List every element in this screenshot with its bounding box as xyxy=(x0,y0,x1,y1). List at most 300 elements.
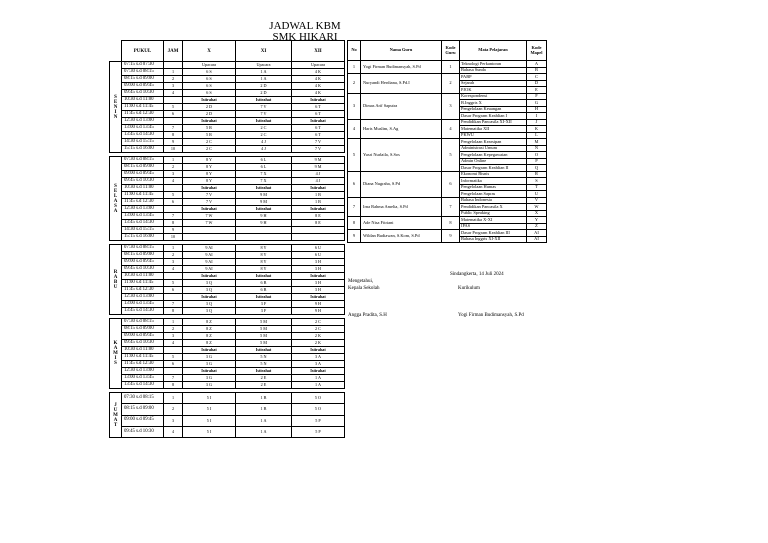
period-cell: 6 xyxy=(164,361,183,368)
period-cell: 2 xyxy=(164,252,183,259)
class-xi-cell: 1 A xyxy=(236,415,292,426)
class-x-cell: 8 Z xyxy=(183,319,236,326)
teacher-no: 3 xyxy=(348,93,361,119)
class-x-cell: 5 I xyxy=(183,393,236,404)
class-x-cell: Istirahat xyxy=(183,273,236,280)
class-xii-cell: 6 T xyxy=(292,132,345,139)
schedule-row xyxy=(110,393,345,404)
class-xii-cell: Istirahat xyxy=(292,294,345,301)
subject-name: Public Speaking xyxy=(460,210,527,217)
class-xii-cell: 1 B xyxy=(292,199,345,206)
teacher-name: Haris Muslim, S.Ag xyxy=(361,119,442,139)
period-cell: 3 xyxy=(164,171,183,178)
teacher-name: Wildan Budiawan, S.Kom, S.Pd xyxy=(361,230,442,243)
class-x-cell: 7 V xyxy=(183,199,236,206)
time-cell: 13:45 s.d 14:30 xyxy=(122,308,164,315)
schedule-row xyxy=(110,333,345,340)
subject-code: J xyxy=(527,119,547,126)
subject-name: Bahasa Indonesia xyxy=(460,197,527,204)
class-xi-cell: 2 E xyxy=(236,375,292,382)
period-cell: 7 xyxy=(164,301,183,308)
class-xi-cell: 9 M xyxy=(236,199,292,206)
schedule-row xyxy=(110,192,345,199)
class-xii-cell: 5 O xyxy=(292,393,345,404)
teacher-code: 1 xyxy=(442,61,460,74)
period-cell xyxy=(164,206,183,213)
teacher-name: Nuryandi Herdiana, S.Pd.I xyxy=(361,74,442,94)
class-xii-cell: Upacara xyxy=(292,62,345,69)
subject-code: AI xyxy=(527,236,547,243)
schedule-row xyxy=(110,199,345,206)
schedule-row xyxy=(110,375,345,382)
subject-code: L xyxy=(527,132,547,139)
header-class-x: X xyxy=(183,41,236,62)
class-x-cell: 6 S xyxy=(183,69,236,76)
time-cell: 09:00 s.d 09:45 xyxy=(122,259,164,266)
schedule-body xyxy=(110,62,345,438)
class-xii-cell: 6 T xyxy=(292,125,345,132)
class-x-cell: Istirahat xyxy=(183,206,236,213)
schedule-row xyxy=(110,69,345,76)
class-xii-cell: 7 V xyxy=(292,146,345,153)
signature-left-title: Kepala Sekolah xyxy=(348,286,380,291)
time-cell: 11:45 s.d 12:30 xyxy=(122,111,164,118)
day-name: J U M A T xyxy=(110,393,122,438)
schedule-row xyxy=(110,326,345,333)
subject-code: B xyxy=(527,67,547,74)
time-cell: 07:30 s.d 08:15 xyxy=(122,157,164,164)
class-xii-cell: 3 H xyxy=(292,280,345,287)
schedule-row xyxy=(110,220,345,227)
class-x-cell: 8 Z xyxy=(183,340,236,347)
class-xii-cell: 5 O xyxy=(292,404,345,415)
class-x-cell: 6 S xyxy=(183,76,236,83)
time-cell: 14:30 s.d 15:15 xyxy=(122,227,164,234)
class-x-cell: 8 Y xyxy=(183,157,236,164)
teacher-code: 2 xyxy=(442,74,460,94)
schedule-row xyxy=(110,294,345,301)
class-x-cell: 2 D xyxy=(183,104,236,111)
class-xi-cell: 9 H xyxy=(236,220,292,227)
subject-name: Informatika xyxy=(460,178,527,185)
schedule-row xyxy=(110,178,345,185)
signature-right-name: Yogi Firman Budimansyah, S.Pd xyxy=(458,313,524,318)
schedule-row xyxy=(110,171,345,178)
period-cell: 8 xyxy=(164,382,183,389)
subject-code: A xyxy=(527,61,547,68)
teacher-name: Yogi Firman Budimansyah, S.Pd xyxy=(361,61,442,74)
subject-name: PABP xyxy=(460,74,527,81)
class-xi-cell: 5 M xyxy=(236,319,292,326)
class-xi-cell: 1 B xyxy=(236,404,292,415)
class-x-cell: 3 G xyxy=(183,354,236,361)
time-cell: 09:45 s.d 10:30 xyxy=(122,178,164,185)
teacher-code: 8 xyxy=(442,217,460,230)
class-xi-cell xyxy=(236,227,292,234)
class-xii-cell: 1 B xyxy=(292,192,345,199)
subject-code: M xyxy=(527,139,547,146)
schedule-row xyxy=(110,354,345,361)
time-cell: 13:00 s.d 13:45 xyxy=(122,125,164,132)
class-x-cell: 2 D xyxy=(183,111,236,118)
signature-acknowledged: Mengetahui, xyxy=(348,279,374,284)
schedule-row xyxy=(110,252,345,259)
time-cell: 15:15 s.d 16:00 xyxy=(122,146,164,153)
schedule-row xyxy=(110,213,345,220)
class-xi-cell: 6 B xyxy=(236,287,292,294)
class-xii-cell: 9 H xyxy=(292,301,345,308)
school-name: SMK HIKARI xyxy=(272,31,338,43)
schedule-row xyxy=(110,368,345,375)
class-xii-cell: 5 P xyxy=(292,426,345,437)
class-xi-cell: 5 M xyxy=(236,340,292,347)
class-x-cell: 7 V xyxy=(183,192,236,199)
period-cell: 3 xyxy=(164,333,183,340)
subject-name: Pengelolaan Humas xyxy=(460,184,527,191)
schedule-row xyxy=(110,340,345,347)
subject-code: Q xyxy=(527,165,547,172)
time-cell: 10:30 s.d 11:00 xyxy=(122,185,164,192)
schedule-row xyxy=(110,90,345,97)
class-x-cell: 3 G xyxy=(183,382,236,389)
period-cell: 1 xyxy=(164,245,183,252)
class-x-cell: 7 W xyxy=(183,213,236,220)
schedule-row xyxy=(110,234,345,241)
subject-name: Ekonomi Bisnis xyxy=(460,171,527,178)
day-name: R A B U xyxy=(110,245,122,315)
class-xii-cell: 2 C xyxy=(292,319,345,326)
class-xi-cell: 2 C xyxy=(236,132,292,139)
subject-name: Matematika XII xyxy=(460,126,527,133)
subject-name: Korespondensi xyxy=(460,93,527,100)
time-cell: 08:15 s.d 09:00 xyxy=(122,252,164,259)
class-xii-cell: 6 U xyxy=(292,252,345,259)
period-cell: 1 xyxy=(164,69,183,76)
class-x-cell: Istirahat xyxy=(183,294,236,301)
time-cell: 11:00 s.d 11:45 xyxy=(122,104,164,111)
class-x-cell: Istirahat xyxy=(183,118,236,125)
period-cell: 9 xyxy=(164,227,183,234)
class-xii-cell: 4 K xyxy=(292,90,345,97)
class-xi-cell: 1 A xyxy=(236,426,292,437)
period-cell: 6 xyxy=(164,199,183,206)
subject-code: F xyxy=(527,93,547,100)
class-xi-cell: 9 M xyxy=(236,192,292,199)
schedule-row xyxy=(110,206,345,213)
class-xi-cell: 5 M xyxy=(236,333,292,340)
schedule-row xyxy=(110,382,345,389)
class-xi-cell: 5 N xyxy=(236,361,292,368)
subject-name: B.Inggris X xyxy=(460,100,527,107)
class-xi-cell: 2 D xyxy=(236,83,292,90)
teacher-code: 4 xyxy=(442,119,460,139)
subject-code: Z xyxy=(527,223,547,230)
teacher-name: Diana Nugraha, S.Pd xyxy=(361,171,442,197)
period-cell: 6 xyxy=(164,287,183,294)
time-cell: 09:00 s.d 09:45 xyxy=(122,415,164,426)
class-xi-cell xyxy=(236,234,292,241)
subject-name: Administrasi Umum xyxy=(460,145,527,152)
time-cell: 08:15 s.d 09:00 xyxy=(122,404,164,415)
class-xi-cell: 8 Y xyxy=(236,245,292,252)
class-xii-cell: 1 A xyxy=(292,375,345,382)
class-x-cell: 7 W xyxy=(183,220,236,227)
class-xi-cell: 4 J xyxy=(236,146,292,153)
class-xi-cell: Istirahat xyxy=(236,347,292,354)
class-xii-cell: 2 K xyxy=(292,340,345,347)
subject-name: Pengelolaan Kearsipan xyxy=(460,139,527,146)
teacher-no: 1 xyxy=(348,61,361,74)
class-xi-cell: 8 Y xyxy=(236,252,292,259)
class-x-cell: 8 Y xyxy=(183,171,236,178)
schedule-row xyxy=(110,301,345,308)
time-cell: 09:00 s.d 09:45 xyxy=(122,333,164,340)
class-xi-cell: Istirahat xyxy=(236,368,292,375)
teacher-header-row xyxy=(348,41,547,61)
schedule-row xyxy=(110,347,345,354)
class-xii-cell: 3 H xyxy=(292,266,345,273)
period-cell: 1 xyxy=(164,157,183,164)
schedule-row xyxy=(110,111,345,118)
class-x-cell: 8 Y xyxy=(183,164,236,171)
subject-name: Bahasa Inggris XI-XII xyxy=(460,236,527,243)
schedule-row xyxy=(110,146,345,153)
class-x-cell: 3 Q xyxy=(183,308,236,315)
class-xii-cell: 4 K xyxy=(292,83,345,90)
class-xii-cell: Istirahat xyxy=(292,185,345,192)
class-xii-cell: 4 J xyxy=(292,171,345,178)
subject-code: E xyxy=(527,87,547,94)
teacher-code: 6 xyxy=(442,171,460,197)
class-x-cell: Upacara xyxy=(183,62,236,69)
class-xii-cell: 3 H xyxy=(292,259,345,266)
period-cell: 9 xyxy=(164,139,183,146)
class-xii-cell: Istirahat xyxy=(292,97,345,104)
time-cell: 09:45 s.d 10:30 xyxy=(122,266,164,273)
time-cell: 13:45 s.d 14:30 xyxy=(122,220,164,227)
class-x-cell: 9 AI xyxy=(183,266,236,273)
class-xii-cell: 7 V xyxy=(292,139,345,146)
class-x-cell xyxy=(183,227,236,234)
class-xi-cell: 2 C xyxy=(236,125,292,132)
subject-name: Pendidikan Pancasila XI-XII xyxy=(460,119,527,126)
teacher-no: 9 xyxy=(348,230,361,243)
schedule-row xyxy=(110,426,345,437)
schedule-row xyxy=(110,266,345,273)
period-cell: 2 xyxy=(164,404,183,415)
schedule-row xyxy=(110,164,345,171)
time-cell: 14:30 s.d 15:15 xyxy=(122,139,164,146)
period-cell xyxy=(164,368,183,375)
class-xi-cell: 5 M xyxy=(236,326,292,333)
class-xi-cell: 9 H xyxy=(236,213,292,220)
time-cell: 11:45 s.d 12:30 xyxy=(122,199,164,206)
class-xii-cell: Istirahat xyxy=(292,206,345,213)
schedule-row xyxy=(110,227,345,234)
time-cell: 09:45 s.d 10:30 xyxy=(122,90,164,97)
period-cell: 7 xyxy=(164,375,183,382)
class-xii-cell: 9 H xyxy=(292,308,345,315)
class-x-cell: 3 G xyxy=(183,375,236,382)
teacher-code: 5 xyxy=(442,139,460,172)
class-x-cell: 5 I xyxy=(183,415,236,426)
class-xii-cell: 4 J xyxy=(292,178,345,185)
class-xi-cell: Upacara xyxy=(236,62,292,69)
class-x-cell: 5 R xyxy=(183,132,236,139)
time-cell: 13:00 s.d 13:45 xyxy=(122,375,164,382)
period-cell xyxy=(164,185,183,192)
class-xi-cell: 7 V xyxy=(236,111,292,118)
class-xi-cell: 1 A xyxy=(236,69,292,76)
period-cell xyxy=(164,62,183,69)
time-cell: 08:15 s.d 09:00 xyxy=(122,326,164,333)
period-cell: 5 xyxy=(164,354,183,361)
signature-left-name: Angga Pradita, S.H xyxy=(348,313,387,318)
subject-name: Pendidikan Pancasila X xyxy=(460,204,527,211)
day-name: K A M I S xyxy=(110,319,122,389)
class-x-cell: 5 I xyxy=(183,404,236,415)
period-cell: 8 xyxy=(164,220,183,227)
period-cell: 2 xyxy=(164,76,183,83)
class-x-cell: 9 AI xyxy=(183,259,236,266)
time-cell: 08:15 s.d 09:00 xyxy=(122,76,164,83)
teacher-name: Yusri Nurlaila, S.Sos xyxy=(361,139,442,172)
teacher-no: 4 xyxy=(348,119,361,139)
subject-name: Pengelolaan Sapras xyxy=(460,191,527,198)
teacher-body xyxy=(348,61,547,243)
subject-code: H xyxy=(527,106,547,113)
period-cell: 6 xyxy=(164,111,183,118)
schedule-row xyxy=(110,287,345,294)
time-cell: 07:30 s.d 08:15 xyxy=(122,69,164,76)
subject-code: G xyxy=(527,100,547,107)
time-cell: 07:30 s.d 08:15 xyxy=(122,319,164,326)
subject-name: Pengelolaan Kepegawaian xyxy=(460,152,527,159)
schedule-row xyxy=(110,125,345,132)
subject-name: Dasar Program Keahlian II xyxy=(460,165,527,172)
time-cell: 11:45 s.d 12:30 xyxy=(122,361,164,368)
period-cell: 5 xyxy=(164,104,183,111)
class-xii-cell: 4 K xyxy=(292,69,345,76)
class-xi-cell: 7 X xyxy=(236,171,292,178)
schedule-row xyxy=(110,185,345,192)
period-cell: 1 xyxy=(164,319,183,326)
class-xi-cell: 8 Y xyxy=(236,259,292,266)
time-cell: 09:45 s.d 10:30 xyxy=(122,340,164,347)
teacher-name: Dimas Arif Saputra xyxy=(361,93,442,119)
class-xi-cell: 7 X xyxy=(236,178,292,185)
day-header-cell xyxy=(110,41,122,62)
time-cell: 10:30 s.d 11:00 xyxy=(122,273,164,280)
period-cell: 4 xyxy=(164,266,183,273)
subject-name: Teknologi Perkantoran xyxy=(460,61,527,68)
time-cell: 09:45 s.d 10:30 xyxy=(122,426,164,437)
class-xi-cell: 6 L xyxy=(236,164,292,171)
teacher-code: 3 xyxy=(442,93,460,119)
time-cell: 11:00 s.d 11:45 xyxy=(122,192,164,199)
class-x-cell: 8 Z xyxy=(183,326,236,333)
subject-code: N xyxy=(527,145,547,152)
period-cell: 4 xyxy=(164,90,183,97)
subject-name: Dasar Program Keahlian III xyxy=(460,230,527,237)
class-xi-cell: 5 N xyxy=(236,354,292,361)
header-no: No xyxy=(348,41,361,61)
time-cell: 12:30 s.d 13:00 xyxy=(122,118,164,125)
class-x-cell: 8 Y xyxy=(183,178,236,185)
subject-name: IPAS xyxy=(460,223,527,230)
class-xi-cell: Istirahat xyxy=(236,118,292,125)
class-xi-cell: Istirahat xyxy=(236,185,292,192)
period-cell xyxy=(164,347,183,354)
class-xi-cell: 6 L xyxy=(236,157,292,164)
time-cell: 07:15 s.d 07:30 xyxy=(122,62,164,69)
subject-code: X xyxy=(527,210,547,217)
day-name: S E N I N xyxy=(110,62,122,153)
time-cell: 11:45 s.d 12:30 xyxy=(122,287,164,294)
period-cell: 10 xyxy=(164,234,183,241)
period-cell: 3 xyxy=(164,83,183,90)
class-xi-cell: 7 V xyxy=(236,104,292,111)
class-xi-cell: 3 F xyxy=(236,308,292,315)
subject-name: PJOK xyxy=(460,87,527,94)
subject-code: S xyxy=(527,178,547,185)
teacher-no: 2 xyxy=(348,74,361,94)
class-xii-cell: 4 K xyxy=(292,76,345,83)
class-x-cell: 5 R xyxy=(183,125,236,132)
class-x-cell: 2 C xyxy=(183,139,236,146)
schedule-row xyxy=(110,404,345,415)
schedule-row xyxy=(110,118,345,125)
class-x-cell: 2 C xyxy=(183,146,236,153)
subject-name: Dasar Program Keahlian I xyxy=(460,113,527,120)
period-cell xyxy=(164,118,183,125)
schedule-row xyxy=(110,132,345,139)
time-cell: 08:15 s.d 09:00 xyxy=(122,164,164,171)
time-cell: 11:00 s.d 11:45 xyxy=(122,280,164,287)
class-xi-cell: 1 A xyxy=(236,76,292,83)
class-x-cell: Istirahat xyxy=(183,347,236,354)
time-cell: 07:30 s.d 08:15 xyxy=(122,245,164,252)
teacher-name: Ade Nisa Fitriani xyxy=(361,217,442,230)
schedule-row xyxy=(110,415,345,426)
teacher-no: 5 xyxy=(348,139,361,172)
schedule-row xyxy=(110,83,345,90)
period-cell: 8 xyxy=(164,308,183,315)
time-cell: 10:30 s.d 11:00 xyxy=(122,347,164,354)
class-xi-cell: 2 D xyxy=(236,90,292,97)
subject-code: U xyxy=(527,191,547,198)
period-cell: 7 xyxy=(164,125,183,132)
class-x-cell: 9 AI xyxy=(183,252,236,259)
class-xii-cell: Istirahat xyxy=(292,273,345,280)
subject-code: C xyxy=(527,74,547,81)
class-x-cell: 8 Z xyxy=(183,333,236,340)
class-xii-cell: 6 U xyxy=(292,245,345,252)
class-x-cell: 9 AI xyxy=(183,245,236,252)
class-x-cell: 3 G xyxy=(183,361,236,368)
subject-code: K xyxy=(527,126,547,133)
time-cell: 12:30 s.d 13:00 xyxy=(122,294,164,301)
period-cell: 1 xyxy=(164,393,183,404)
schedule-row xyxy=(110,97,345,104)
class-x-cell: 5 I xyxy=(183,426,236,437)
class-xii-cell: 3 A xyxy=(292,354,345,361)
teacher-no: 8 xyxy=(348,217,361,230)
class-xii-cell: Istirahat xyxy=(292,118,345,125)
schedule-row xyxy=(110,319,345,326)
period-cell xyxy=(164,273,183,280)
class-xi-cell: 6 B xyxy=(236,280,292,287)
